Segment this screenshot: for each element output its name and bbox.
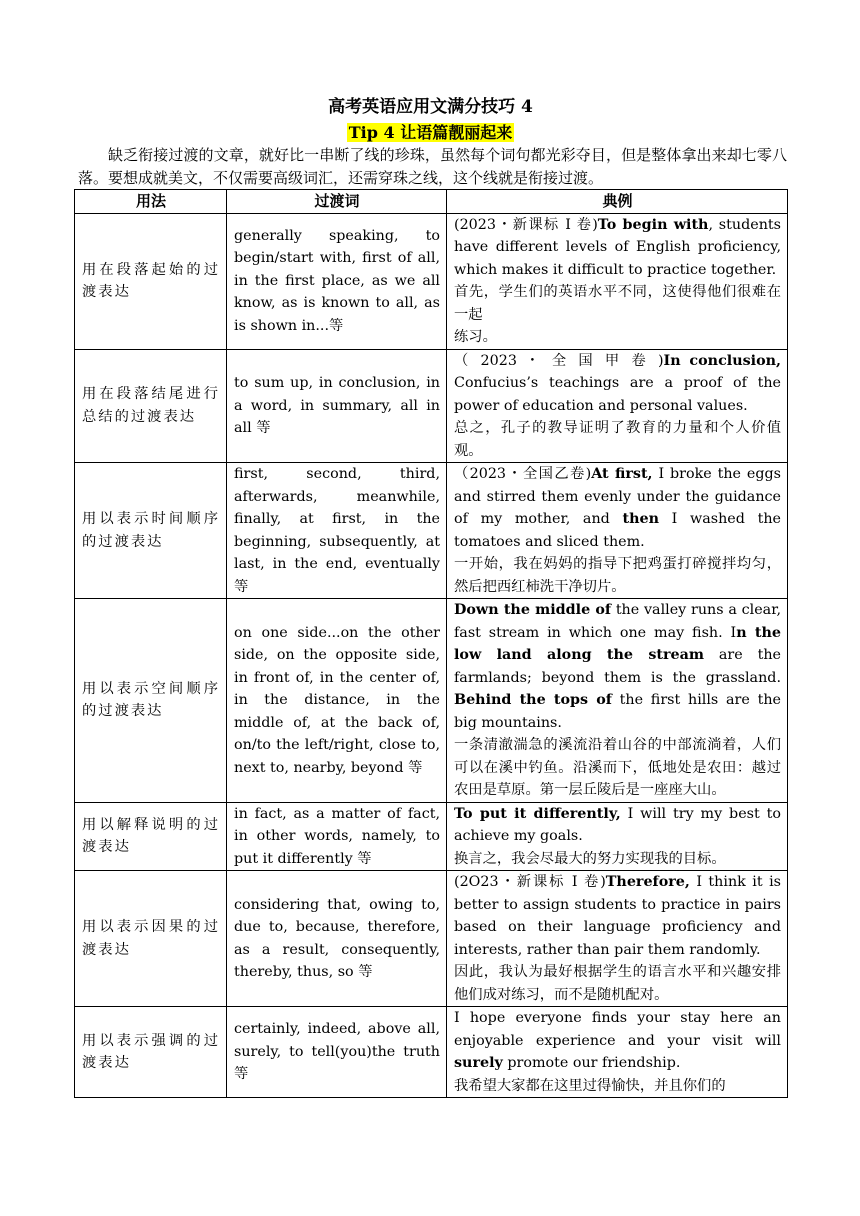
- usage-cell: 用以表示因果的过渡表达: [75, 871, 227, 1007]
- table-row: [75, 349, 788, 463]
- words-cell: in fact, as a matter of fact, in other words, namely, to put it differently 等: [227, 802, 447, 871]
- document-page: [74, 96, 787, 1098]
- example-text: Confucius’s teachings are a proof of the power of education and personal values.: [454, 375, 781, 414]
- usage-cell: 用以表示时间顺序的过渡表达: [75, 463, 227, 599]
- example-translation: 一条清澈湍急的溪流沿着山谷的中部流淌着，人们可以在溪中钓鱼。沿溪而下，低地处是农田：越过农田是草原。第一层丘陵后是一座座大山。: [454, 737, 781, 798]
- table-row: [75, 463, 788, 599]
- header-words: 过渡词: [227, 190, 447, 214]
- intro-paragraph: 缺乏衔接过渡的文章，就好比一串断了线的珍珠，虽然每个词句都光彩夺目，但是整体拿出来却七零八落。要想成就美文，不仅需要高级词汇，还需穿珠之线，这个线就是衔接过渡。: [78, 146, 787, 187]
- transition-table: [74, 189, 788, 1098]
- table-row: [75, 1007, 788, 1098]
- usage-cell: 用以表示强调的过渡表达: [75, 1007, 227, 1098]
- example-keyword: At first,: [591, 466, 653, 482]
- example-text: I hope everyone finds your stay here an enjoyable experience and your visit will: [454, 1010, 781, 1049]
- document-title: 高考英语应用文满分技巧 4: [328, 97, 533, 117]
- example-source: （2023・全国乙卷): [454, 466, 592, 482]
- words-cell: first, second, third, afterwards, meanwhile, finally, at first, in the beginning, subsequently, at last, in the end, eventually 等: [227, 463, 447, 599]
- table-row: [75, 802, 788, 871]
- usage-cell: 用在段落起始的过渡表达: [75, 213, 227, 349]
- usage-cell: 用以解释说明的过渡表达: [75, 802, 227, 871]
- document-subtitle: Tip 4 让语篇靓丽起来: [348, 123, 513, 142]
- example-source: (2O23・新课标 I 卷): [454, 874, 606, 890]
- example-cell: [447, 463, 788, 599]
- usage-cell: 用以表示空间顺序的过渡表达: [75, 599, 227, 803]
- example-cell: [447, 1007, 788, 1098]
- header-usage: 用法: [75, 190, 227, 214]
- example-text: the valley runs a clear, fast stream in which one may fish. I: [454, 602, 782, 641]
- example-cell: [447, 213, 788, 349]
- example-keyword: To put it differently,: [454, 805, 621, 822]
- example-keyword: Therefore,: [605, 874, 690, 890]
- example-text: , students have different levels of English proficiency, which makes it difficult to practice together.: [454, 216, 781, 278]
- words-cell: considering that, owing to, due to, because, therefore, as a result, consequently, thereby, thus, so 等: [227, 871, 447, 1007]
- words-cell: to sum up, in conclusion, in a word, in summary, all in all 等: [227, 349, 447, 463]
- example-translation: 换言之，我会尽最大的努力实现我的目标。: [454, 850, 726, 867]
- table-row: [75, 871, 788, 1007]
- example-text-2: I washed the tomatoes and sliced them.: [454, 511, 781, 550]
- example-text-2: promote our friendship.: [502, 1055, 681, 1071]
- example-source: (2023・新课标 I 卷): [454, 216, 598, 233]
- example-keyword: To begin with: [597, 216, 709, 233]
- example-keyword-2: n the low land along the stream: [454, 624, 781, 663]
- example-text-2: are the farmlands; beyond them is the grassland.: [454, 647, 781, 686]
- usage-cell: 用在段落结尾进行总结的过渡表达: [75, 349, 227, 463]
- example-text: I will try my best to achieve my goals.: [454, 805, 781, 844]
- words-cell: on one side...on the other side, on the opposite side, in front of, in the center of, in the distance, in the middle of, at the back of, on/to the left/right, close to, next to, nearby, beyond 等: [227, 599, 447, 803]
- table-row: [75, 599, 788, 803]
- subtitle-line: [74, 122, 787, 144]
- example-text: I broke the eggs and stirred them evenly under the guidance of my mother, and: [454, 466, 782, 527]
- example-cell: [447, 599, 788, 803]
- example-text-3: the first hills are the big mountains.: [454, 692, 781, 731]
- table-row: [75, 213, 788, 349]
- example-keyword: Down the middle of: [454, 602, 612, 618]
- example-keyword-3: Behind the tops of: [454, 692, 612, 708]
- words-cell: certainly, indeed, above all, surely, to tell(you)the truth 等: [227, 1007, 447, 1098]
- example-cell: [447, 802, 788, 871]
- example-translation: 首先，学生们的英语水平不同，这使得他们很难在一起: [454, 284, 781, 323]
- example-translation: 一开始，我在妈妈的指导下把鸡蛋打碎搅拌均匀，然后把西红柿洗干净切片。: [454, 556, 781, 595]
- example-translation: 总之，孔子的教导证明了教育的力量和个人价值观。: [454, 420, 781, 459]
- example-cell: [447, 349, 788, 463]
- example-keyword: surely: [454, 1055, 503, 1071]
- words-cell: generally speaking, to begin/start with, first of all, in the first place, as we all know, as is known to all, as is shown in...等: [227, 213, 447, 349]
- example-keyword: In conclusion,: [663, 352, 781, 369]
- example-translation: 因此，我认为最好根据学生的语言水平和兴趣安排他们成对练习，而不是随机配对。: [454, 964, 781, 1003]
- example-text: I think it is better to assign students to practice in pairs based on their language proficiency and interests, rather than pair them randomly.: [454, 874, 781, 958]
- table-header-row: [75, 190, 788, 214]
- header-example: 典例: [447, 190, 788, 214]
- example-cell: [447, 871, 788, 1007]
- example-keyword-2: then: [622, 511, 659, 527]
- example-translation-cont: 练习。: [454, 329, 497, 345]
- example-source: （ 2023 ・ 全 国 甲 卷 ): [454, 352, 664, 369]
- example-translation: 我希望大家都在这里过得愉快，并且你们的: [454, 1077, 726, 1094]
